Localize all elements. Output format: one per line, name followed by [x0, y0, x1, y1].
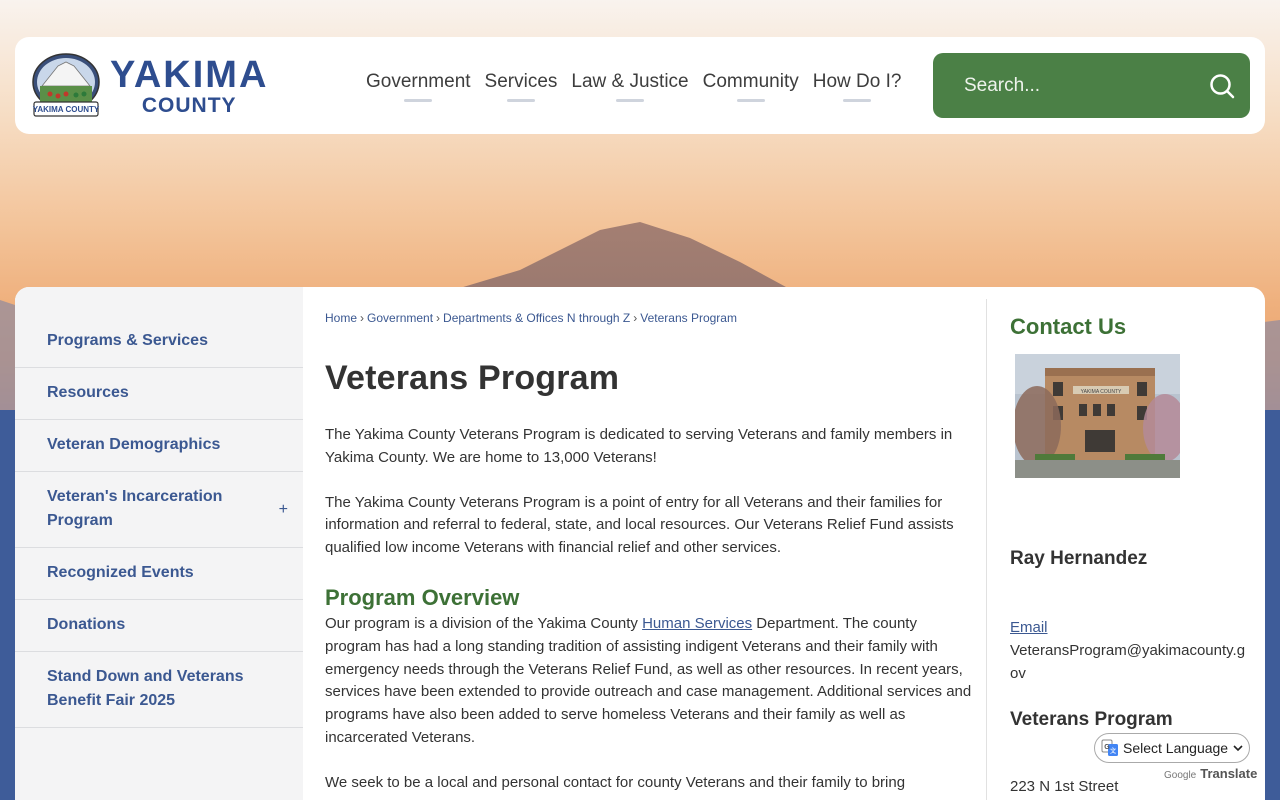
breadcrumb-separator: › — [633, 311, 638, 325]
breadcrumb-home[interactable]: Home — [325, 311, 358, 325]
sidebar-menu — [15, 316, 303, 728]
seal-text: YAKIMA COUNTY — [32, 105, 100, 114]
nav-law-justice[interactable]: Law & Justice — [564, 71, 695, 93]
human-services-link[interactable]: Human Services — [642, 614, 753, 632]
svg-text:文: 文 — [1109, 749, 1117, 755]
program-overview-heading: Program Overview — [325, 584, 520, 610]
sidebar-item-label: Resources — [47, 384, 129, 401]
search-input[interactable] — [964, 75, 1209, 97]
breadcrumb-government[interactable]: Government — [367, 311, 434, 325]
chevron-down-icon — [1233, 743, 1243, 753]
logo-wordmark — [110, 56, 268, 116]
nav-government[interactable]: Government — [359, 71, 478, 93]
sidebar-item-veteran-demographics[interactable] — [15, 420, 303, 472]
county-seal-icon — [30, 52, 102, 120]
sidebar-item-programs-services[interactable] — [15, 316, 303, 368]
email-link[interactable]: Email — [1010, 619, 1048, 636]
search-box — [933, 53, 1250, 118]
sidebar-item-recognized-events[interactable] — [15, 548, 303, 600]
sidebar-item-label: Stand Down and Veterans Benefit Fair 2025 — [47, 668, 244, 709]
logo-line2: COUNTY — [141, 94, 237, 117]
content-panel — [15, 287, 1265, 800]
breadcrumb-current[interactable]: Veterans Program — [640, 311, 737, 325]
google-translate-icon — [1101, 739, 1119, 757]
logo-line1: YAKIMA — [110, 54, 269, 96]
breadcrumb-departments[interactable]: Departments & Offices N through Z — [443, 311, 631, 325]
breadcrumb — [325, 311, 975, 325]
expand-icon[interactable]: + — [278, 500, 288, 518]
contact-email: VeteransProgram@yakimacounty.gov — [1010, 641, 1246, 682]
main-content — [325, 287, 975, 795]
sidebar-item-label: Recognized Events — [47, 564, 194, 581]
intro-paragraph: The Yakima County Veterans Program is dedicated to serving Veterans and family members in Yakima County. We are home to 13,000 Veterans! — [325, 426, 953, 466]
language-select[interactable] — [1094, 733, 1250, 763]
overview-text-end: Department. The county program has had a long standing tradition of assisting indigent Veterans and their family with emergency needs through the Veterans Relief Fund, as well as other resources. In recent years, services have been extended to provide outreach and case management. Additional services and programs have also been added to serve homeless Veterans and their family as well as incarcerated Veterans. — [325, 614, 972, 746]
column-divider — [986, 299, 987, 800]
sidebar-item-resources[interactable] — [15, 368, 303, 420]
nav-community[interactable]: Community — [696, 71, 806, 93]
building-photo — [1015, 354, 1180, 478]
site-header — [15, 37, 1265, 134]
svg-text:G: G — [1104, 744, 1110, 751]
contact-sidebar — [1010, 287, 1250, 795]
sidebar-item-label: Donations — [47, 616, 126, 633]
building-sign: YAKIMA COUNTY — [1080, 389, 1122, 395]
overview-paragraph — [325, 613, 975, 750]
nav-how-do-i[interactable]: How Do I? — [806, 71, 909, 93]
breadcrumb-separator: › — [360, 311, 365, 325]
contact-heading: Contact Us — [1010, 314, 1127, 339]
language-select-label: Select Language — [1123, 740, 1229, 756]
sidebar-item-incarceration-program[interactable] — [15, 472, 303, 548]
sidebar-item-label: Programs & Services — [47, 332, 208, 349]
nav-services[interactable]: Services — [478, 71, 565, 93]
sidebar-item-label: Veteran Demographics — [47, 436, 221, 453]
search-icon[interactable] — [1209, 73, 1235, 99]
page-title: Veterans Program — [325, 359, 620, 397]
entry-paragraph: The Yakima County Veterans Program is a point of entry for all Veterans and their families for information and referral to federal, state, and local resources. Our Veterans Relief Fund assists qualified low income Veterans with financial relief and other services. — [325, 493, 954, 557]
sidebar-item-stand-down[interactable] — [15, 652, 303, 728]
sidebar-item-label: Veteran's Incarceration Program — [47, 488, 223, 529]
google-wordmark: Google — [1164, 770, 1197, 781]
sidebar — [15, 287, 303, 800]
overview-text-start: Our program is a division of the Yakima County — [325, 614, 643, 632]
contact-name: Ray Hernandez — [1010, 548, 1148, 569]
contact-address: 223 N 1st Street — [1010, 778, 1119, 796]
powered-by-google-translate — [1164, 766, 1257, 781]
translate-link[interactable]: Translate — [1200, 766, 1258, 781]
main-nav — [359, 71, 908, 93]
sidebar-item-donations[interactable] — [15, 600, 303, 652]
site-logo[interactable] — [30, 51, 352, 121]
contact-department: Veterans Program — [1010, 709, 1173, 731]
contact-paragraph: We seek to be a local and personal contact for county Veterans and their family to bring — [325, 773, 906, 791]
breadcrumb-separator: › — [436, 311, 441, 325]
